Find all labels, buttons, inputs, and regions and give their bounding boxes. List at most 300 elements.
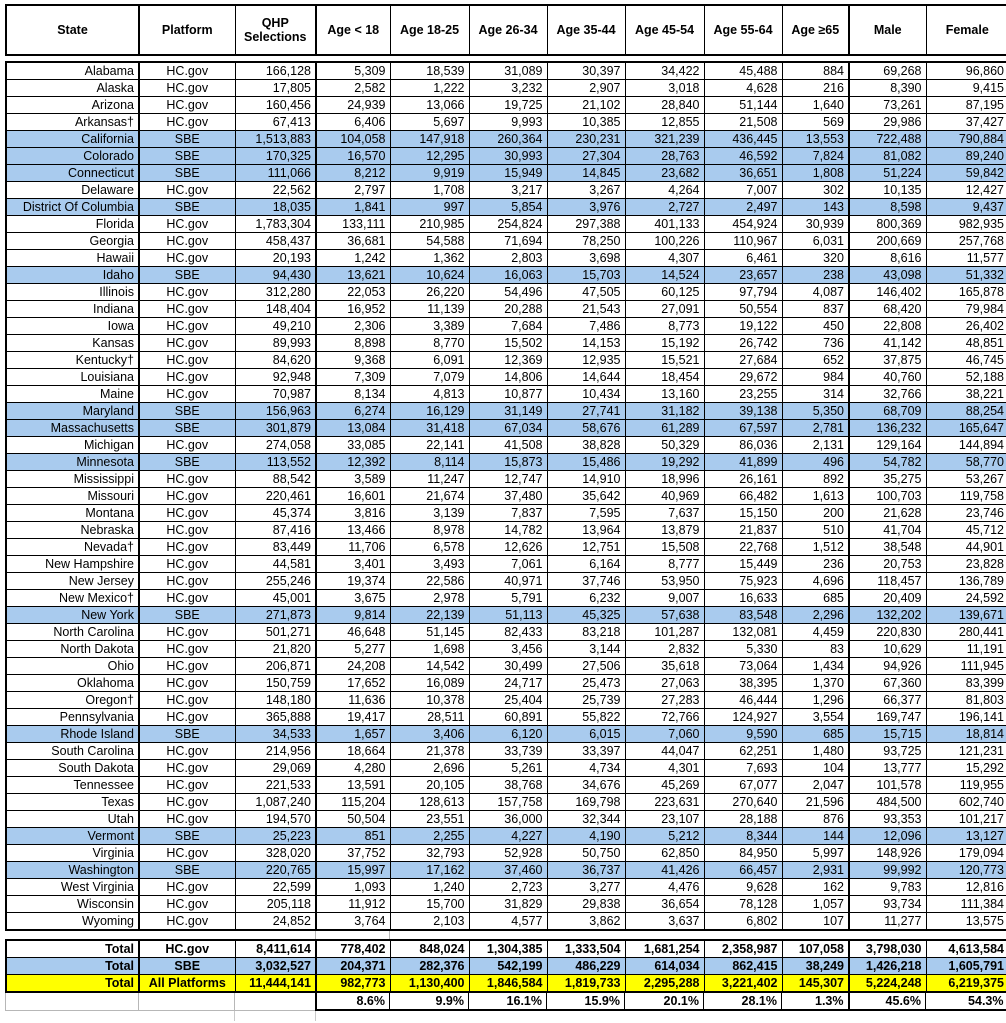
- table-row-massachusetts: [6, 420, 1006, 437]
- value-cell: 16,601: [316, 488, 390, 505]
- state-cell: Hawaii: [6, 250, 139, 267]
- value-cell: 2,803: [469, 250, 547, 267]
- table-row-kansas: [6, 335, 1006, 352]
- value-cell: 2,696: [390, 760, 469, 777]
- value-cell: 14,153: [547, 335, 625, 352]
- value-cell: 45,269: [625, 777, 704, 794]
- value-cell: 132,081: [704, 624, 782, 641]
- value-cell: 1,613: [782, 488, 849, 505]
- value-cell: 4,459: [782, 624, 849, 641]
- value-cell: 15,715: [849, 726, 926, 743]
- value-cell: 722,488: [849, 131, 926, 148]
- value-cell: 28,840: [625, 97, 704, 114]
- state-cell: Colorado: [6, 148, 139, 165]
- value-cell: 7,684: [469, 318, 547, 335]
- state-cell: Louisiana: [6, 369, 139, 386]
- value-cell: 17,162: [390, 862, 469, 879]
- value-cell: 1,657: [316, 726, 390, 743]
- value-cell: 23,107: [625, 811, 704, 828]
- state-cell: Montana: [6, 505, 139, 522]
- total-label-cell: Total: [6, 958, 139, 975]
- state-cell: Oregon†: [6, 692, 139, 709]
- value-cell: 157,758: [469, 794, 547, 811]
- value-cell: 4,301: [625, 760, 704, 777]
- table-row-mississippi: [6, 471, 1006, 488]
- value-cell: 3,389: [390, 318, 469, 335]
- value-cell: 82,433: [469, 624, 547, 641]
- value-cell: 160,456: [235, 97, 316, 114]
- value-cell: 10,434: [547, 386, 625, 403]
- platform-cell: HC.gov: [139, 709, 235, 726]
- value-cell: 401,133: [625, 216, 704, 233]
- table-row-virginia: [6, 845, 1006, 862]
- value-cell: 41,704: [849, 522, 926, 539]
- value-cell: 7,693: [704, 760, 782, 777]
- value-cell: 10,624: [390, 267, 469, 284]
- value-cell: 169,798: [547, 794, 625, 811]
- state-cell: Rhode Island: [6, 726, 139, 743]
- value-cell: 50,329: [625, 437, 704, 454]
- value-cell: 15,292: [926, 760, 1006, 777]
- value-cell: 4,190: [547, 828, 625, 845]
- value-cell: 214,956: [235, 743, 316, 760]
- table-row-indiana: [6, 301, 1006, 318]
- value-cell: 2,797: [316, 182, 390, 199]
- value-cell: 6,015: [547, 726, 625, 743]
- value-cell: 146,402: [849, 284, 926, 301]
- value-cell: 41,899: [704, 454, 782, 471]
- value-cell: 9,415: [926, 80, 1006, 97]
- state-cell: Illinois: [6, 284, 139, 301]
- value-cell: 2,723: [469, 879, 547, 896]
- value-cell: 111,384: [926, 896, 1006, 913]
- column-header-state: State: [6, 5, 139, 55]
- value-cell: 7,637: [625, 505, 704, 522]
- value-cell: 2,907: [547, 80, 625, 97]
- value-cell: 101,287: [625, 624, 704, 641]
- platform-cell: HC.gov: [139, 386, 235, 403]
- value-cell: 2,255: [390, 828, 469, 845]
- value-cell: 120,773: [926, 862, 1006, 879]
- value-cell: 27,283: [625, 692, 704, 709]
- value-cell: 68,709: [849, 403, 926, 420]
- platform-cell: HC.gov: [139, 114, 235, 131]
- state-cell: North Carolina: [6, 624, 139, 641]
- value-cell: 10,378: [390, 692, 469, 709]
- table-row-oregon: [6, 692, 1006, 709]
- value-cell: 94,926: [849, 658, 926, 675]
- platform-cell: HC.gov: [139, 896, 235, 913]
- value-cell: 21,820: [235, 641, 316, 658]
- value-cell: 23,682: [625, 165, 704, 182]
- table-row-hawaii: [6, 250, 1006, 267]
- column-header-age-65: Age ≥65: [782, 5, 849, 55]
- value-cell: 205,118: [235, 896, 316, 913]
- platform-cell: HC.gov: [139, 845, 235, 862]
- value-cell: 40,971: [469, 573, 547, 590]
- value-cell: 1,808: [782, 165, 849, 182]
- value-cell: 28,511: [390, 709, 469, 726]
- value-cell: 27,091: [625, 301, 704, 318]
- total-value-cell: 1,130,400: [390, 975, 469, 993]
- value-cell: 280,441: [926, 624, 1006, 641]
- value-cell: 4,476: [625, 879, 704, 896]
- value-cell: 13,621: [316, 267, 390, 284]
- value-cell: 5,277: [316, 641, 390, 658]
- value-cell: 257,768: [926, 233, 1006, 250]
- value-cell: 16,570: [316, 148, 390, 165]
- value-cell: 892: [782, 471, 849, 488]
- table-row-south-dakota: [6, 760, 1006, 777]
- value-cell: 83,548: [704, 607, 782, 624]
- platform-cell: HC.gov: [139, 471, 235, 488]
- value-cell: 132,202: [849, 607, 926, 624]
- column-header-female: Female: [926, 5, 1006, 55]
- value-cell: 23,657: [704, 267, 782, 284]
- value-cell: 3,018: [625, 80, 704, 97]
- value-cell: 62,251: [704, 743, 782, 760]
- value-cell: 96,860: [926, 62, 1006, 80]
- state-cell: Georgia: [6, 233, 139, 250]
- state-cell: Wyoming: [6, 913, 139, 931]
- value-cell: 40,969: [625, 488, 704, 505]
- value-cell: 200: [782, 505, 849, 522]
- total-platform-cell: SBE: [139, 958, 235, 975]
- state-cell: Oklahoma: [6, 675, 139, 692]
- value-cell: 884: [782, 62, 849, 80]
- value-cell: 34,676: [547, 777, 625, 794]
- value-cell: 7,079: [390, 369, 469, 386]
- value-cell: 2,131: [782, 437, 849, 454]
- platform-cell: HC.gov: [139, 590, 235, 607]
- value-cell: 12,747: [469, 471, 547, 488]
- total-value-cell: 3,032,527: [235, 958, 316, 975]
- value-cell: 15,997: [316, 862, 390, 879]
- value-cell: 510: [782, 522, 849, 539]
- value-cell: 129,164: [849, 437, 926, 454]
- value-cell: 29,986: [849, 114, 926, 131]
- percent-row-table: [5, 993, 1006, 1011]
- value-cell: 32,344: [547, 811, 625, 828]
- value-cell: 196,141: [926, 709, 1006, 726]
- value-cell: 139,671: [926, 607, 1006, 624]
- value-cell: 52,188: [926, 369, 1006, 386]
- value-cell: 5,261: [469, 760, 547, 777]
- value-cell: 20,753: [849, 556, 926, 573]
- platform-cell: HC.gov: [139, 556, 235, 573]
- value-cell: 67,360: [849, 675, 926, 692]
- value-cell: 16,129: [390, 403, 469, 420]
- platform-cell: HC.gov: [139, 692, 235, 709]
- platform-cell: SBE: [139, 607, 235, 624]
- value-cell: 7,595: [547, 505, 625, 522]
- platform-cell: HC.gov: [139, 216, 235, 233]
- table-row-illinois: [6, 284, 1006, 301]
- value-cell: 93,725: [849, 743, 926, 760]
- total-value-cell: 2,295,288: [625, 975, 704, 993]
- state-cell: Missouri: [6, 488, 139, 505]
- value-cell: 9,783: [849, 879, 926, 896]
- total-platform-cell: HC.gov: [139, 940, 235, 958]
- value-cell: 4,087: [782, 284, 849, 301]
- value-cell: 2,296: [782, 607, 849, 624]
- value-cell: 6,274: [316, 403, 390, 420]
- state-cell: Nevada†: [6, 539, 139, 556]
- value-cell: 27,304: [547, 148, 625, 165]
- value-cell: 11,636: [316, 692, 390, 709]
- value-cell: 72,766: [625, 709, 704, 726]
- value-cell: 16,089: [390, 675, 469, 692]
- state-cell: Iowa: [6, 318, 139, 335]
- value-cell: 31,089: [469, 62, 547, 80]
- value-cell: 81,803: [926, 692, 1006, 709]
- value-cell: 1,240: [390, 879, 469, 896]
- value-cell: 8,598: [849, 199, 926, 216]
- value-cell: 314: [782, 386, 849, 403]
- table-row-new-jersey: [6, 573, 1006, 590]
- value-cell: 16,063: [469, 267, 547, 284]
- value-cell: 73,261: [849, 97, 926, 114]
- state-cell: South Dakota: [6, 760, 139, 777]
- table-row-florida: [6, 216, 1006, 233]
- platform-cell: HC.gov: [139, 794, 235, 811]
- value-cell: 53,950: [625, 573, 704, 590]
- table-row-vermont: [6, 828, 1006, 845]
- value-cell: 5,791: [469, 590, 547, 607]
- value-cell: 297,388: [547, 216, 625, 233]
- value-cell: 23,255: [704, 386, 782, 403]
- value-cell: 29,672: [704, 369, 782, 386]
- value-cell: 436,445: [704, 131, 782, 148]
- total-value-cell: 486,229: [547, 958, 625, 975]
- total-value-cell: 614,034: [625, 958, 704, 975]
- value-cell: 7,007: [704, 182, 782, 199]
- total-value-cell: 542,199: [469, 958, 547, 975]
- platform-cell: SBE: [139, 828, 235, 845]
- value-cell: 50,504: [316, 811, 390, 828]
- state-cell: Indiana: [6, 301, 139, 318]
- total-value-cell: 1,846,584: [469, 975, 547, 993]
- value-cell: 2,931: [782, 862, 849, 879]
- total-value-cell: 204,371: [316, 958, 390, 975]
- value-cell: 165,878: [926, 284, 1006, 301]
- total-value-cell: 38,249: [782, 958, 849, 975]
- value-cell: 3,554: [782, 709, 849, 726]
- value-cell: 1,057: [782, 896, 849, 913]
- value-cell: 84,950: [704, 845, 782, 862]
- state-cell: Nebraska: [6, 522, 139, 539]
- column-header-age-26-34: Age 26-34: [469, 5, 547, 55]
- gridline-remnant: [389, 931, 390, 939]
- value-cell: 46,745: [926, 352, 1006, 369]
- platform-cell: SBE: [139, 131, 235, 148]
- value-cell: 22,586: [390, 573, 469, 590]
- value-cell: 19,122: [704, 318, 782, 335]
- value-cell: 45,001: [235, 590, 316, 607]
- table-row-montana: [6, 505, 1006, 522]
- value-cell: 1,434: [782, 658, 849, 675]
- value-cell: 8,898: [316, 335, 390, 352]
- value-cell: 18,454: [625, 369, 704, 386]
- table-row-texas: [6, 794, 1006, 811]
- table-row-arkansas: [6, 114, 1006, 131]
- value-cell: 21,508: [704, 114, 782, 131]
- platform-cell: HC.gov: [139, 352, 235, 369]
- table-row-tennessee: [6, 777, 1006, 794]
- value-cell: 38,395: [704, 675, 782, 692]
- table-row-wyoming: [6, 913, 1006, 931]
- gridline-remnant: [315, 931, 316, 939]
- value-cell: 144,894: [926, 437, 1006, 454]
- value-cell: 221,533: [235, 777, 316, 794]
- total-value-cell: 1,426,218: [849, 958, 926, 975]
- platform-cell: SBE: [139, 862, 235, 879]
- value-cell: 67,034: [469, 420, 547, 437]
- value-cell: 236: [782, 556, 849, 573]
- state-cell: Virginia: [6, 845, 139, 862]
- value-cell: 14,845: [547, 165, 625, 182]
- value-cell: 23,828: [926, 556, 1006, 573]
- value-cell: 150,759: [235, 675, 316, 692]
- value-cell: 33,739: [469, 743, 547, 760]
- value-cell: 3,764: [316, 913, 390, 931]
- value-cell: 1,370: [782, 675, 849, 692]
- value-cell: 36,651: [704, 165, 782, 182]
- table-row-colorado: [6, 148, 1006, 165]
- header-row: [6, 5, 1006, 55]
- value-cell: 87,195: [926, 97, 1006, 114]
- value-cell: 111,066: [235, 165, 316, 182]
- column-header-age-18-25: Age 18-25: [390, 5, 469, 55]
- value-cell: 144: [782, 828, 849, 845]
- total-value-cell: 3,221,402: [704, 975, 782, 993]
- value-cell: 83: [782, 641, 849, 658]
- value-cell: 3,144: [547, 641, 625, 658]
- platform-cell: SBE: [139, 403, 235, 420]
- value-cell: 148,404: [235, 301, 316, 318]
- value-cell: 12,816: [926, 879, 1006, 896]
- table-row-maryland: [6, 403, 1006, 420]
- value-cell: 68,420: [849, 301, 926, 318]
- value-cell: 97,794: [704, 284, 782, 301]
- value-cell: 15,703: [547, 267, 625, 284]
- value-cell: 4,813: [390, 386, 469, 403]
- value-cell: 54,782: [849, 454, 926, 471]
- table-row-minnesota: [6, 454, 1006, 471]
- value-cell: 27,063: [625, 675, 704, 692]
- value-cell: 2,781: [782, 420, 849, 437]
- percent-cell: 45.6%: [849, 993, 926, 1010]
- value-cell: 51,145: [390, 624, 469, 641]
- value-cell: 26,742: [704, 335, 782, 352]
- value-cell: 32,793: [390, 845, 469, 862]
- platform-cell: HC.gov: [139, 675, 235, 692]
- table-row-north-dakota: [6, 641, 1006, 658]
- value-cell: 6,461: [704, 250, 782, 267]
- value-cell: 54,496: [469, 284, 547, 301]
- table-row-pennsylvania: [6, 709, 1006, 726]
- value-cell: 124,927: [704, 709, 782, 726]
- value-cell: 41,508: [469, 437, 547, 454]
- value-cell: 118,457: [849, 573, 926, 590]
- value-cell: 66,482: [704, 488, 782, 505]
- table-row-maine: [6, 386, 1006, 403]
- value-cell: 12,369: [469, 352, 547, 369]
- value-cell: 21,628: [849, 505, 926, 522]
- value-cell: 7,061: [469, 556, 547, 573]
- table-row-oklahoma: [6, 675, 1006, 692]
- value-cell: 179,094: [926, 845, 1006, 862]
- value-cell: 54,588: [390, 233, 469, 250]
- state-cell: Kansas: [6, 335, 139, 352]
- value-cell: 7,309: [316, 369, 390, 386]
- value-cell: 22,808: [849, 318, 926, 335]
- value-cell: 20,288: [469, 301, 547, 318]
- value-cell: 328,020: [235, 845, 316, 862]
- value-cell: 58,770: [926, 454, 1006, 471]
- platform-cell: HC.gov: [139, 301, 235, 318]
- value-cell: 31,418: [390, 420, 469, 437]
- total-row-sbe: [6, 958, 1006, 975]
- platform-cell: SBE: [139, 148, 235, 165]
- value-cell: 133,111: [316, 216, 390, 233]
- value-cell: 14,806: [469, 369, 547, 386]
- value-cell: 38,548: [849, 539, 926, 556]
- percent-cell: 28.1%: [704, 993, 782, 1010]
- table-row-louisiana: [6, 369, 1006, 386]
- value-cell: 3,589: [316, 471, 390, 488]
- value-cell: 997: [390, 199, 469, 216]
- value-cell: 38,221: [926, 386, 1006, 403]
- value-cell: 24,939: [316, 97, 390, 114]
- value-cell: 30,499: [469, 658, 547, 675]
- table-row-utah: [6, 811, 1006, 828]
- value-cell: 2,306: [316, 318, 390, 335]
- column-header-platform: Platform: [139, 5, 235, 55]
- value-cell: 13,553: [782, 131, 849, 148]
- value-cell: 43,098: [849, 267, 926, 284]
- value-cell: 46,444: [704, 692, 782, 709]
- value-cell: 37,427: [926, 114, 1006, 131]
- value-cell: 21,543: [547, 301, 625, 318]
- value-cell: 484,500: [849, 794, 926, 811]
- value-cell: 50,554: [704, 301, 782, 318]
- value-cell: 4,307: [625, 250, 704, 267]
- value-cell: 20,409: [849, 590, 926, 607]
- total-value-cell: 5,224,248: [849, 975, 926, 993]
- value-cell: 3,976: [547, 199, 625, 216]
- total-row-hc-gov: [6, 940, 1006, 958]
- value-cell: 8,777: [625, 556, 704, 573]
- value-cell: 11,139: [390, 301, 469, 318]
- state-cell: California: [6, 131, 139, 148]
- value-cell: 15,449: [704, 556, 782, 573]
- value-cell: 10,385: [547, 114, 625, 131]
- gridline-remnant: [234, 1011, 235, 1021]
- value-cell: 37,460: [469, 862, 547, 879]
- value-cell: 3,698: [547, 250, 625, 267]
- value-cell: 27,506: [547, 658, 625, 675]
- value-cell: 5,697: [390, 114, 469, 131]
- value-cell: 15,700: [390, 896, 469, 913]
- value-cell: 58,676: [547, 420, 625, 437]
- value-cell: 3,637: [625, 913, 704, 931]
- value-cell: 2,103: [390, 913, 469, 931]
- platform-cell: HC.gov: [139, 760, 235, 777]
- value-cell: 4,577: [469, 913, 547, 931]
- value-cell: 22,768: [704, 539, 782, 556]
- value-cell: 78,128: [704, 896, 782, 913]
